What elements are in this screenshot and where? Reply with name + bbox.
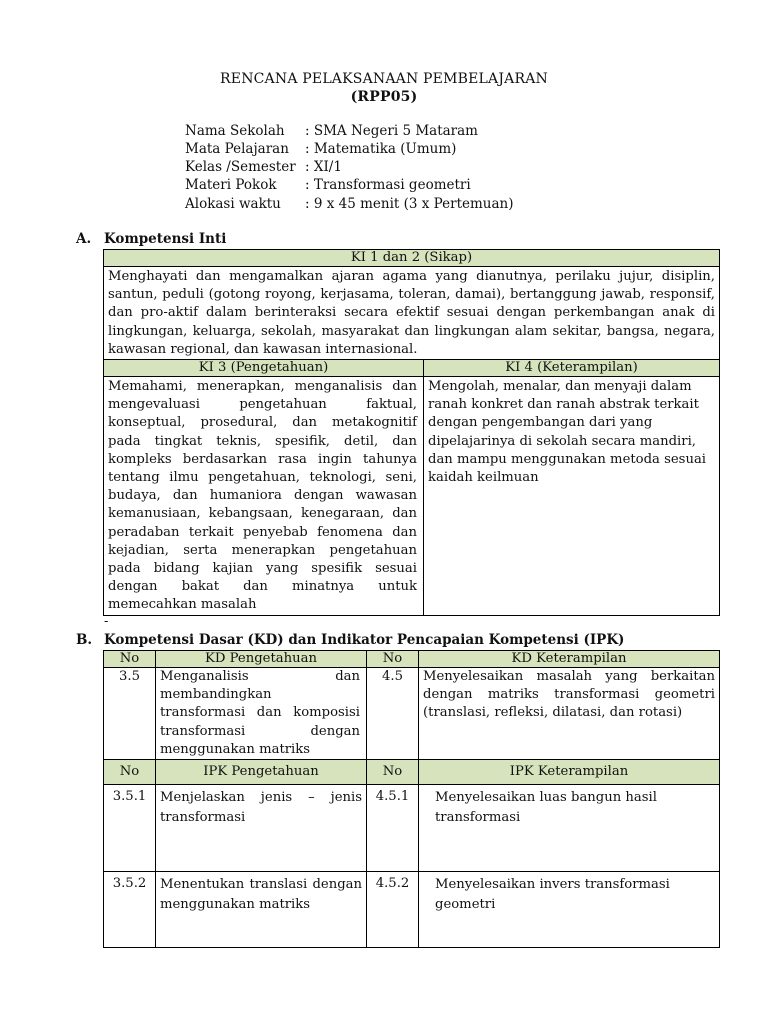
- identity-label-topic: Materi Pokok: [185, 177, 277, 193]
- ipk-text-k-1: Menyelesaikan luas bangun hasil transformasi: [419, 785, 720, 872]
- identity-label-time: Alokasi waktu: [185, 196, 281, 212]
- identity-label-subject: Mata Pelajaran: [185, 141, 289, 157]
- ipk-header-no-p: No: [104, 760, 156, 785]
- ipk-header-no-k: No: [367, 760, 419, 785]
- kd-no-p: 3.5: [104, 668, 156, 760]
- ki12-header: KI 1 dan 2 (Sikap): [104, 250, 720, 267]
- identity-label-class: Kelas /Semester: [185, 159, 296, 175]
- kd-text-k: Menyelesaikan masalah yang berkaitan dengan matriks transformasi geometri (translasi, refleksi, dilatasi, dan rotasi): [419, 668, 720, 760]
- ki3-header: KI 3 (Pengetahuan): [104, 360, 424, 377]
- ipk-no-k-2: 4.5.2: [367, 872, 419, 948]
- kd-ipk-table: [103, 650, 720, 948]
- kd-header-no-p: No: [104, 651, 156, 668]
- ipk-header-pengetahuan: IPK Pengetahuan: [156, 760, 367, 785]
- section-b-title: Kompetensi Dasar (KD) dan Indikator Pencapaian Kompetensi (IPK): [104, 632, 625, 648]
- section-a-letter: A.: [76, 231, 92, 247]
- ipk-text-k-2: Menyelesaikan invers transformasi geometri: [419, 872, 720, 948]
- page-title: RENCANA PELAKSANAAN PEMBELAJARAN: [220, 71, 548, 87]
- ki3-text: Memahami, menerapkan, menganalisis dan mengevaluasi pengetahuan faktual, konseptual, prosedural, dan metakognitif pada tingkat teknis, spesifik, detil, dan kompleks berdasarkan rasa ingin tahunya tentang ilmu pengetahuan, teknologi, seni, budaya, dan humaniora dengan wawasan kemanusiaan, kebangsaan, kenegaraan, dan peradaban terkait penyebab fenomena dan kejadian, serta menerapkan pengetahuan pada bidang kajian yang spesifik sesuai dengan bakat dan minatnya untuk memecahkan masalah: [104, 377, 424, 616]
- section-a-title: Kompetensi Inti: [104, 231, 227, 247]
- ipk-no-p-1: 3.5.1: [104, 785, 156, 872]
- ipk-no-p-2: 3.5.2: [104, 872, 156, 948]
- kd-header-pengetahuan: KD Pengetahuan: [156, 651, 367, 668]
- ipk-no-k-1: 4.5.1: [367, 785, 419, 872]
- page-subtitle: (RPP05): [350, 89, 418, 105]
- identity-value-topic: : Transformasi geometri: [305, 177, 471, 193]
- identity-value-class: : XI/1: [305, 159, 342, 175]
- separator-dash: -: [104, 614, 109, 629]
- kd-header-keterampilan: KD Keterampilan: [419, 651, 720, 668]
- ki12-text: Menghayati dan mengamalkan ajaran agama yang dianutnya, perilaku jujur, disiplin, santun, peduli (gotong royong, kerjasama, toleran, damai), bertanggung jawab, responsif, dan pro-aktif dalam berinteraksi secara efektif sesuai dengan perkembangan anak di lingkungan, keluarga, sekolah, masyarakat dan lingkungan alam sekitar, bangsa, negara, kawasan regional, dan kawasan internasional.: [104, 267, 720, 360]
- ki4-text: Mengolah, menalar, dan menyaji dalam ranah konkret dan ranah abstrak terkait dengan pengembangan dari yang dipelajarinya di sekolah secara mandiri, dan mampu menggunakan metoda sesuai kaidah keilmuan: [424, 377, 720, 616]
- identity-value-school: : SMA Negeri 5 Mataram: [305, 123, 478, 139]
- ki-table: [103, 249, 720, 616]
- ipk-header-keterampilan: IPK Keterampilan: [419, 760, 720, 785]
- ki4-header: KI 4 (Keterampilan): [424, 360, 720, 377]
- ipk-text-p-1: Menjelaskan jenis – jenis transformasi: [156, 785, 367, 872]
- identity-label-school: Nama Sekolah: [185, 123, 285, 139]
- kd-no-k: 4.5: [367, 668, 419, 760]
- kd-header-no-k: No: [367, 651, 419, 668]
- ipk-text-p-2: Menentukan translasi dengan menggunakan matriks: [156, 872, 367, 948]
- section-b-letter: B.: [76, 632, 93, 648]
- kd-text-p: Menganalisis dan membandingkan transformasi dan komposisi transformasi dengan menggunakan matriks: [156, 668, 367, 760]
- identity-value-subject: : Matematika (Umum): [305, 141, 457, 157]
- identity-value-time: : 9 x 45 menit (3 x Pertemuan): [305, 196, 514, 212]
